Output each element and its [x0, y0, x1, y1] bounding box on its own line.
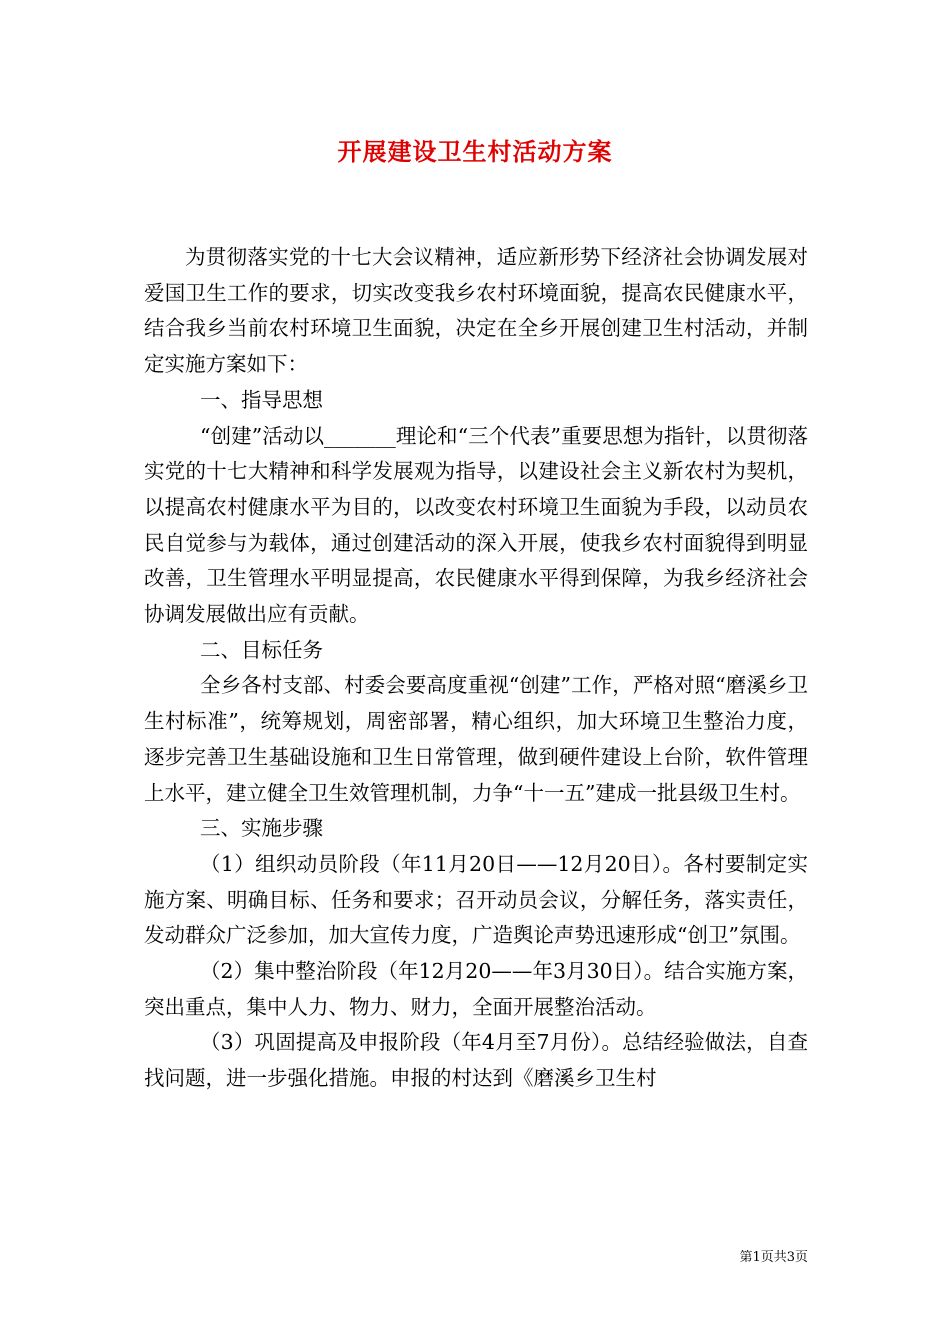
section-heading-goals: 二、目标任务 — [200, 637, 323, 662]
section-heading-guiding-ideology: 一、指导思想 — [200, 387, 323, 412]
paragraph-goals: 全乡各村支部、村委会要高度重视“创建”工作，严格对照“磨溪乡卫生村标准”，统筹规划，周密部署，精心组织，加大环境卫生整治力度，逐步完善卫生基础设施和卫生日常管理，做到硬件建设上台阶，软件管理上水平，建立健全卫生效管理机制，力争“十一五”建成一批县级卫生村。 — [144, 673, 808, 805]
document-title: 开展建设卫生村活动方案 — [337, 137, 613, 166]
page-number: 第1页共3页 — [739, 1250, 808, 1265]
paragraph-step-2: （2）集中整治阶段（年12月20——年3月30日）。结合实施方案，突出重点，集中人力、物力、财力，全面开展整治活动。 — [144, 959, 808, 1019]
document-body — [144, 240, 808, 1097]
paragraph-step-3: （3）巩固提高及申报阶段（年4月至7月份）。总结经验做法，自查找问题，进一步强化措施。申报的村达到《磨溪乡卫生村 — [144, 1030, 808, 1091]
section-heading-steps: 三、实施步骤 — [200, 816, 323, 841]
page-footer — [739, 1246, 808, 1265]
paragraph-intro: 为贯彻落实党的十七大会议精神，适应新形势下经济社会协调发展对爱国卫生工作的要求，切实改变我乡农村环境面貌，提高农民健康水平，结合我乡当前农村环境卫生面貌，决定在全乡开展创建卫生村活动，并制定实施方案如下： — [144, 245, 808, 377]
paragraph-step-1: （1）组织动员阶段（年11月20日——12月20日）。各村要制定实施方案、明确目标、任务和要求；召开动员会议，分解任务，落实责任，发动群众广泛参加，加大宣传力度，广造舆论声势迅速形成“创卫”氛围。 — [144, 851, 808, 948]
paragraph-guiding-ideology: “创建”活动以_______理论和“三个代表”重要思想为指针，以贯彻落实党的十七大精神和科学发展观为指导，以建设社会主义新农村为契机，以提高农村健康水平为目的，以改变农村环境卫生面貌为手段，以动员农民自觉参与为载体，通过创建活动的深入开展，使我乡农村面貌得到明显改善，卫生管理水平明显提高，农民健康水平得到保障，为我乡经济社会协调发展做出应有贡献。 — [144, 423, 808, 627]
